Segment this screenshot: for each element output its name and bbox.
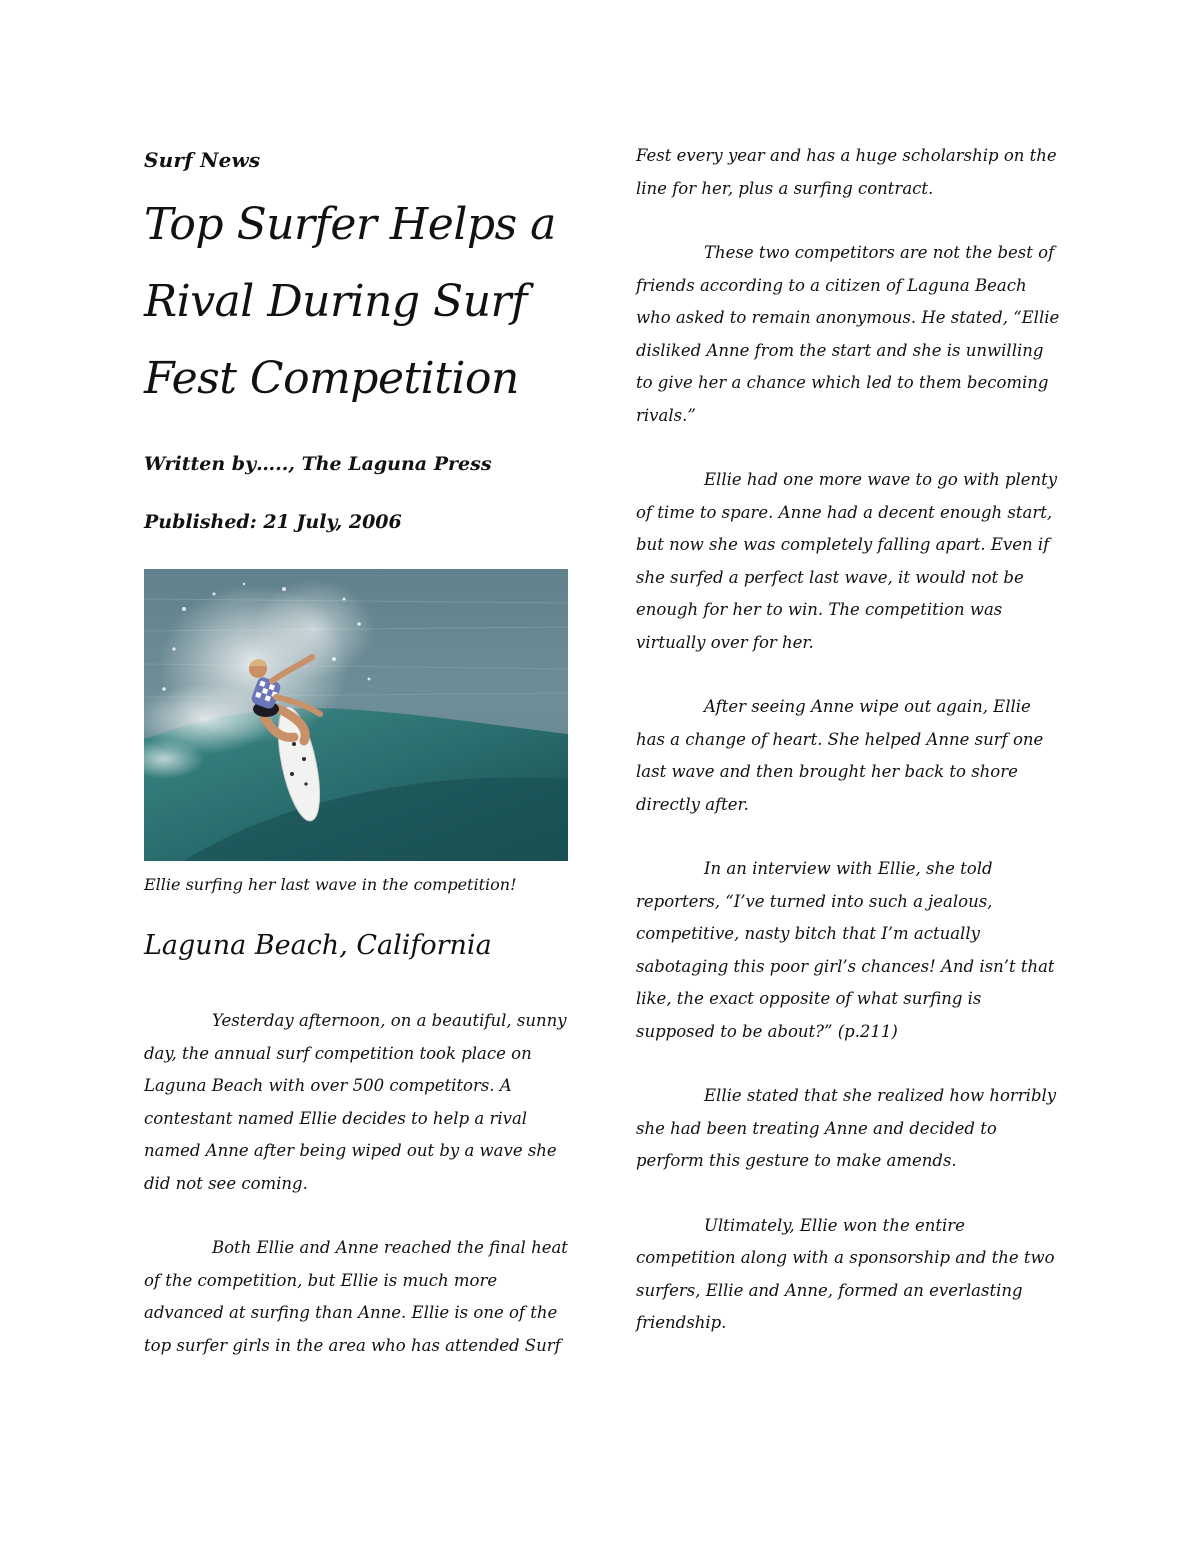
surfer-photo [144,569,568,861]
right-column [636,140,1064,1372]
byline: Written by….., The Laguna Press [144,453,492,475]
article-paragraph: Ultimately, Ellie won the entire competition along with a sponsorship and the two surfers, Ellie and Anne, formed an everlasting friendship. [636,1215,1055,1332]
left-column [144,140,572,1394]
dateline: Laguna Beach, California [144,930,492,961]
surfer-photo-illustration [144,569,568,861]
photo-caption: Ellie surfing her last wave in the competition! [144,875,517,894]
article-paragraph: Yesterday afternoon, on a beautiful, sunny day, the annual surf competition took place on Laguna Beach with over 500 competitors. A contestant named Ellie decides to help a rival named Anne after being wiped out by a wave she did not see coming. [144,1011,567,1193]
section-label: Surf News [144,148,261,172]
article-paragraph: These two competitors are not the best of friends according to a citizen of Laguna Beach who asked to remain anonymous. He stated, “Ellie disliked Anne from the start and she is unwilling to give her a chance which led to them becoming rivals.” [636,243,1060,425]
article-paragraph: Ellie had one more wave to go with plenty of time to spare. Anne had a decent enough start, but now she was completely falling apart. Even if she surfed a perfect last wave, it would not be enough for her to win. The competition was virtually over for her. [636,470,1058,652]
article-paragraph: In an interview with Ellie, she told reporters, “I’ve turned into such a jealous, competitive, nasty bitch that I’m actually sabotaging this poor girl’s chances! And isn’t that like, the exact opposite of what surfing is supposed to be about?” (p.211) [636,859,1055,1041]
article-paragraph: Ellie stated that she realized how horribly she had been treating Anne and decided to perform this gesture to make amends. [636,1086,1057,1170]
published-date: Published: 21 July, 2006 [144,511,402,533]
headline: Top Surfer Helps a Rival During Surf Fest Competition [144,199,556,404]
article-paragraph: Both Ellie and Anne reached the final heat of the competition, but Ellie is much more advanced at surfing than Anne. Ellie is one of the top surfer girls in the area who has attended Surf [144,1238,568,1355]
article-paragraph: After seeing Anne wipe out again, Ellie has a change of heart. She helped Anne surf one last wave and then brought her back to shore directly after. [636,697,1044,814]
article-paragraph-continued: Fest every year and has a huge scholarship on the line for her, plus a surfing contract. [636,146,1057,198]
